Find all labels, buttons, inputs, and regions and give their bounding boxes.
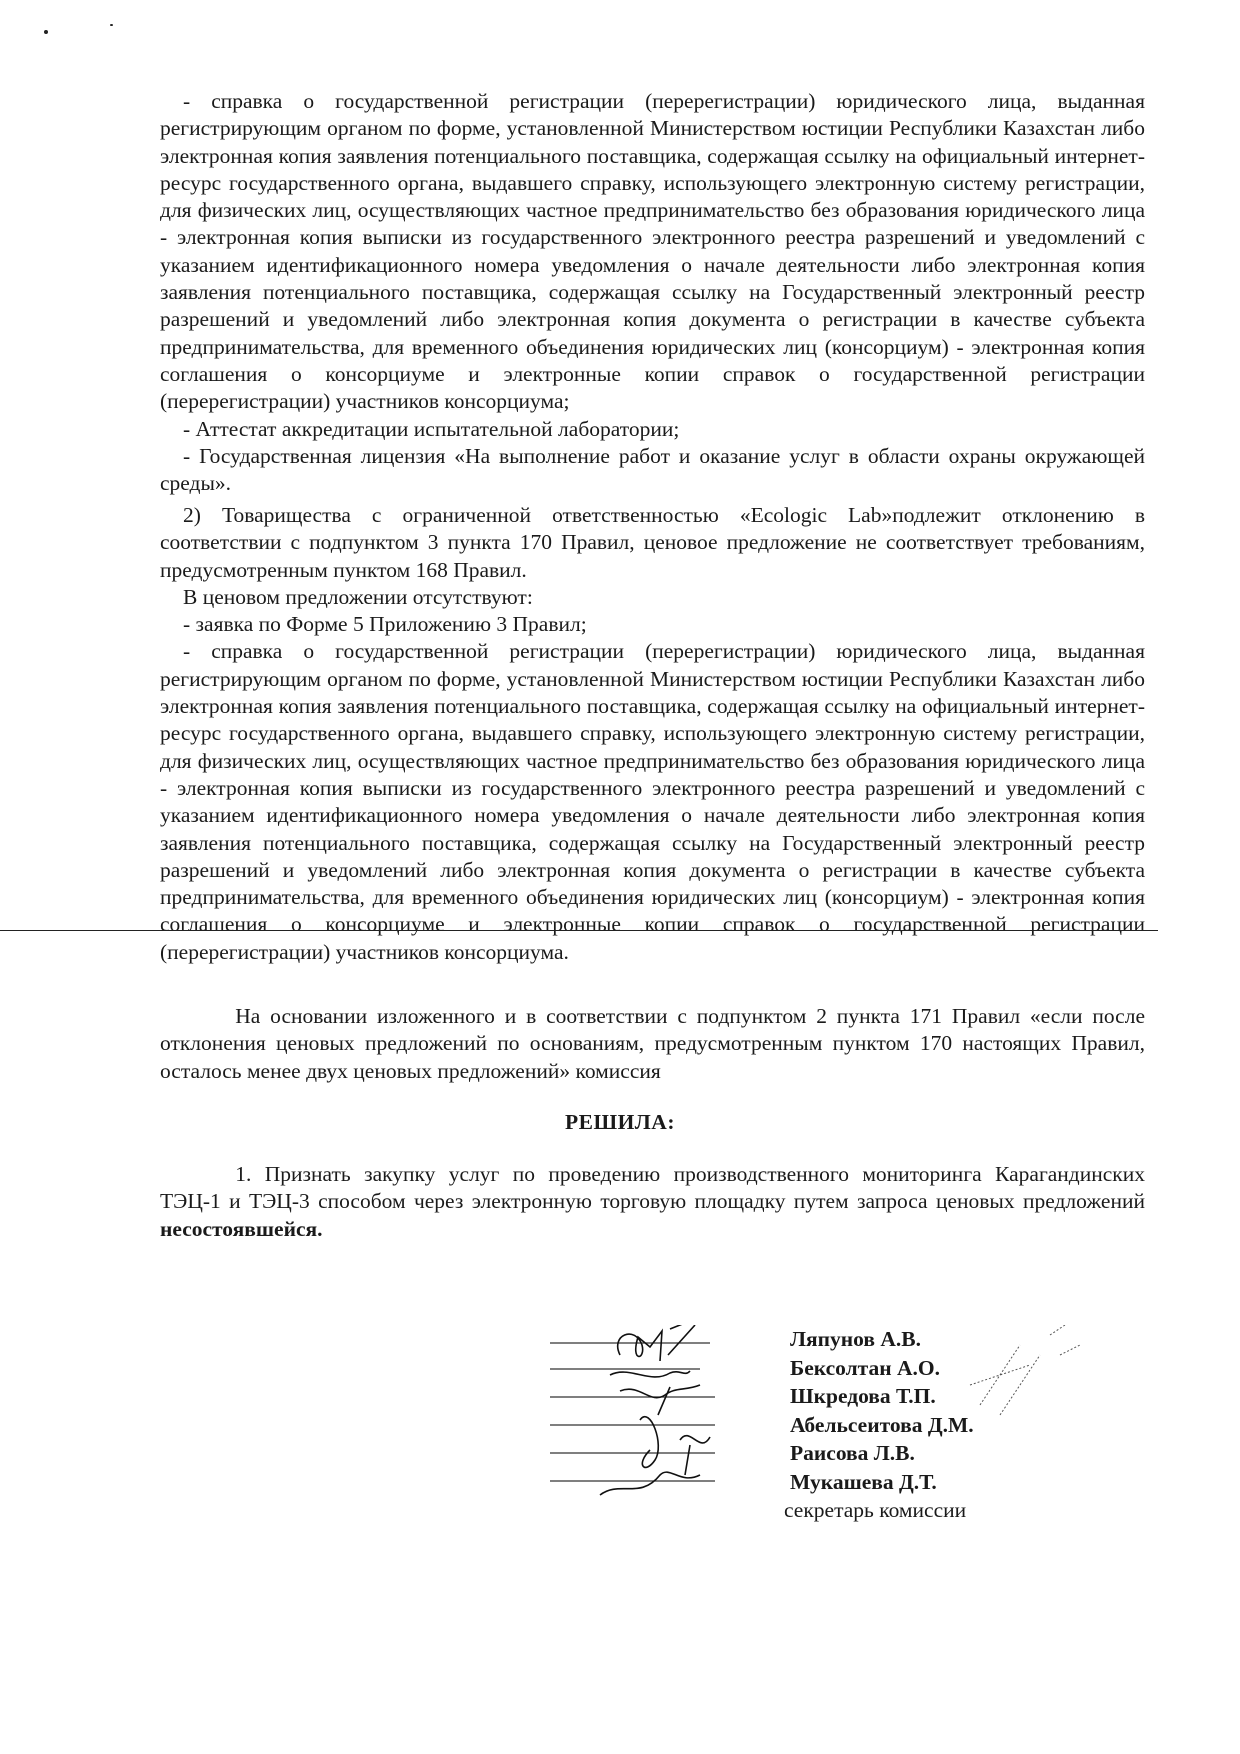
ecologic-lab-section [160,502,1145,966]
paragraph-registration-certificate-2: - справка о государственной регистрации (перерегистрации) юридического лица, выданная регистрирующим органом по форме, установленной Министерством юстиции Республики Казахстан либо электронная копия заявления потенциального поставщика, содержащая ссылку на официальный интернет-ресурс государственного органа, выдавшего справку, использующего электронную систему регистрации, для физических лиц, осуществляющих частное предпринимательство без образования юридического лица - электронная копия выписки из государственного электронного реестра разрешений и уведомлений с указанием идентификационного номера уведомления о начале деятельности либо электронная копия заявления потенциального поставщика, содержащая ссылку на Государственный электронный реестр разрешений и уведомлений либо электронная копия документа о регистрации в качестве субъекта предпринимательства, для временного объединения юридических лиц (консорциум) - электронная копия соглашения о консорциуме и электронные копии справок о государственной регистрации (перерегистрации) участников консорциума. [160,639,1145,964]
signatory: Бексолтан А.О. [790,1355,941,1380]
signature-rules [550,1343,715,1481]
signatory: Абельсеитова Д.М. [790,1412,974,1437]
paragraph-form5: - заявка по Форме 5 Приложению 3 Правил; [183,612,587,637]
scan-speck [110,24,113,26]
faint-signature [960,1325,1090,1435]
decision-text: 1. Признать закупку услуг по проведению производственного мониторинга Карагандинских ТЭЦ-1 и ТЭЦ-3 способом через электронную торговую площадку путем запроса ценовых предложений [160,1162,1145,1214]
requirements-list-1 [160,88,1145,497]
signature-area [550,1325,760,1515]
paragraph-grounds: На основании изложенного и в соответствии с подпунктом 2 пункта 171 Правил «если после отклонения ценовых предложений по основаниям, предусмотренным пунктом 170 настоящих Правил, осталось менее двух ценовых предложений» комиссия [160,1004,1145,1083]
paragraph-missing-intro: В ценовом предложении отсутствуют: [183,584,533,609]
handwritten-signatures [600,1325,710,1495]
paragraph-rejection: 2) Товарищества с ограниченной ответственностью «Ecologic Lab»подлежит отклонению в соответствии с подпунктом 3 пункта 170 Правил, ценовое предложение не соответствует требованиям, предусмотренным пунктом 168 Правил. [160,503,1145,582]
paragraph-accreditation: - Аттестат аккредитации испытательной лаборатории; [183,416,680,441]
signatories-list [784,1325,974,1525]
scan-line [0,930,1158,931]
signatory: Раисова Л.В. [790,1441,915,1465]
paragraph-decision [160,1161,1145,1243]
decision-result: несостоявшейся. [160,1216,323,1241]
paragraph-registration-certificate: - справка о государственной регистрации (перерегистрации) юридического лица, выданная регистрирующим органом по форме, установленной Министерством юстиции Республики Казахстан либо электронная копия заявления потенциального поставщика, содержащая ссылку на официальный интернет-ресурс государственного органа, выдавшего справку, использующего электронную систему регистрации, для физических лиц, осуществляющих частное предпринимательство без образования юридического лица - электронная копия выписки из государственного электронного реестра разрешений и уведомлений с указанием идентификационного номера уведомления о начале деятельности либо электронная копия заявления потенциального поставщика, содержащая ссылку на Государственный электронный реестр разрешений и уведомлений либо электронная копия документа о регистрации в качестве субъекта предпринимательства, для временного объединения юридических лиц (консорциум) - электронная копия соглашения о консорциуме и электронные копии справок о государственной регистрации (перерегистрации) участников консорциума; [160,89,1145,414]
paragraph-license: - Государственная лицензия «На выполнение работ и оказание услуг в области охраны окружающей среды». [160,443,1145,496]
signatory: Ляпунов А.В. [790,1327,921,1351]
signatory: Мукашева Д.Т. [790,1469,937,1494]
decision-section [160,1161,1145,1243]
scan-speck [44,30,48,34]
signatory: Шкредова Т.П. [790,1384,936,1408]
decision-heading: РЕШИЛА: [564,1110,675,1134]
grounds-section [160,1003,1145,1085]
secretary-label: секретарь комиссии [784,1498,967,1522]
